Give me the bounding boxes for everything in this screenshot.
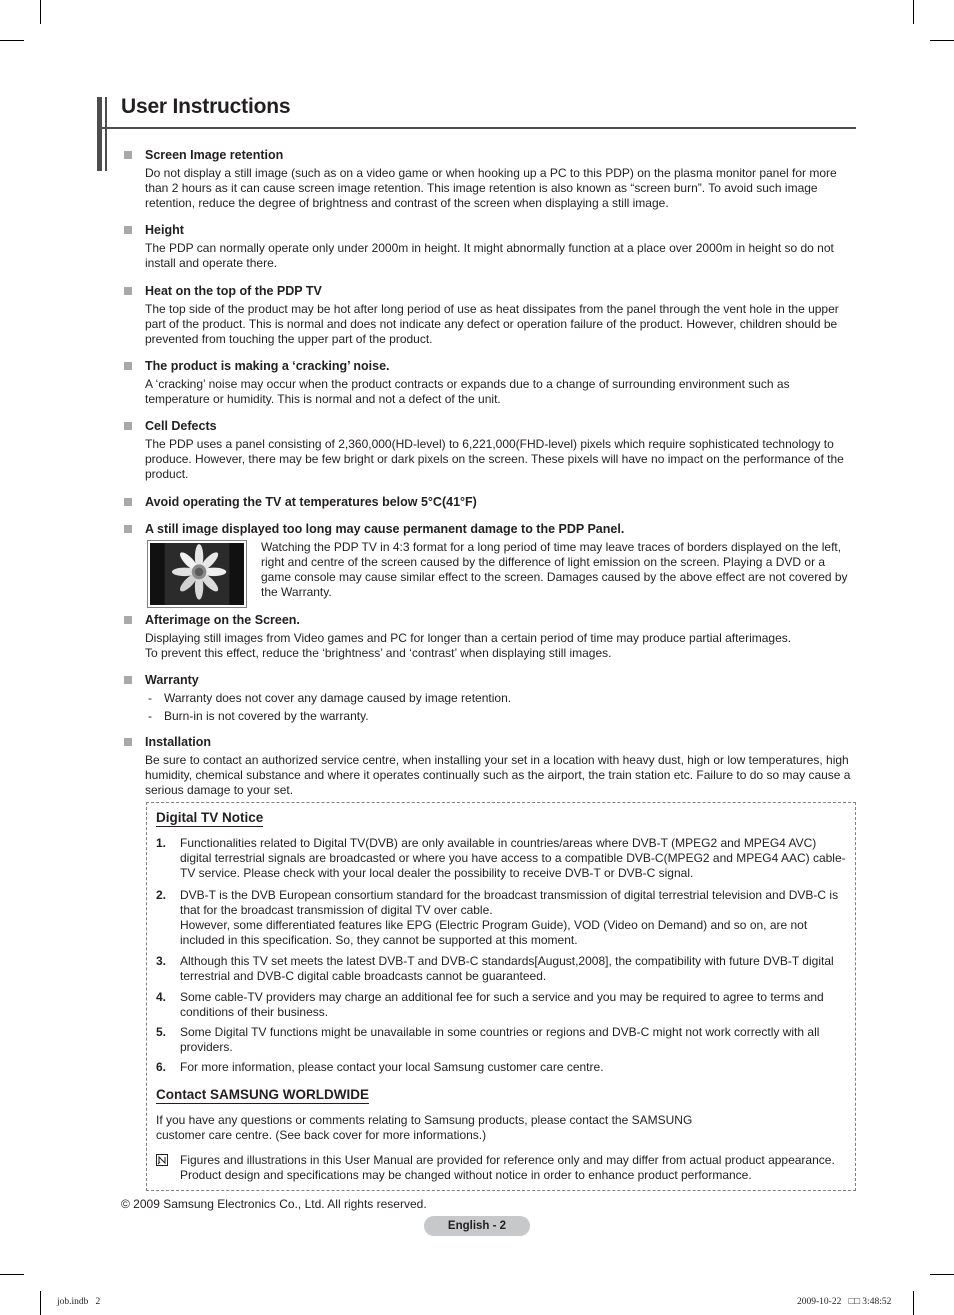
note-icon — [156, 1154, 168, 1166]
list-item: 1. Functionalities related to Digital TV(DVB) are only available in countries/areas where DVB-T (MPEG2 and MPEG4 AVC) digital terrestrial signals are broadcasted or where you have access to a compatible DVB-C(MPEG2 and MPEG4 AAC) cable-TV service. Please check with your local dealer the possibility to receive DVB-T or DVB-C signal. — [156, 836, 846, 880]
section-heading: Warranty — [122, 673, 856, 688]
page-title: User Instructions — [121, 95, 291, 118]
list-item: - Burn-in is not covered by the warranty. — [148, 709, 369, 723]
flower-icon — [150, 543, 244, 605]
square-bullet-icon — [124, 498, 132, 506]
digital-tv-notice-box — [146, 802, 856, 1191]
section-body: Watching the PDP TV in 4:3 format for a long period of time may leave traces of borders displayed on the left, right and centre of the screen caused by the difference of light emission on the screen. Playing a DVD or a game console may cause similar effect to the screen. Damages caused by the above effect are not covered by the Warranty. — [261, 540, 848, 599]
section-heading: Avoid operating the TV at temperatures below 5°C(41°F) — [122, 495, 856, 510]
section-body: The top side of the product may be hot after long period of use as heat dissipates from the panel through the vent hole in the upper part of the product. This is normal and does not indicate any defect or operation failure of the product. However, children should be prevented from touching the upper part of the product. — [145, 302, 839, 346]
copyright: © 2009 Samsung Electronics Co., Ltd. All rights reserved. — [121, 1197, 427, 1211]
section-body: Be sure to contact an authorized service centre, when installing your set in a location with heavy dust, high or low temperatures, high humidity, chemical substance and where it operates continually such as the airport, the train station etc. Failure to do so may cause a serious damage to your set. — [145, 753, 851, 797]
list-item: 4. Some cable-TV providers may charge an additional fee for such a service and you may be required to agree to terms and conditions of their business. — [156, 990, 824, 1019]
section-heading: Cell Defects — [122, 419, 856, 434]
title-accent-bar — [105, 97, 107, 171]
page-number-badge: English - 2 — [424, 1216, 530, 1236]
section-screen-image-retention — [122, 148, 856, 211]
section-installation — [122, 735, 856, 798]
body-line: Displaying still images from Video games and PC for longer than a certain period of time may produce partial afterimages. — [145, 631, 792, 645]
section-height — [122, 223, 856, 271]
title-rule — [97, 127, 856, 129]
crop-mark — [930, 1274, 954, 1275]
section-body: The PDP can normally operate only under 2000m in height. It might abnormally function at a place over 2000m in height so do not install and operate there. — [145, 241, 834, 270]
square-bullet-icon — [124, 151, 132, 159]
section-afterimage — [122, 613, 856, 661]
list-item: 2. DVB-T is the DVB European consortium standard for the broadcast transmission of digital terrestrial television and DVB-C is that for the broadcast transmission of digital TV over cable. However, some differentiated features like EPG (Electric Program Guide), VOD (Video on Demand) and so on, are not included in this specification. So, they cannot be supported at this moment. — [156, 888, 839, 947]
crop-mark — [0, 40, 24, 41]
note-text: Figures and illustrations in this User Manual are provided for reference only and may differ from actual product appearance. Product design and specifications may be changed without notice in order to enhance product performance. — [180, 1153, 835, 1182]
crop-mark — [40, 1291, 41, 1315]
section-heading: Installation — [122, 735, 856, 750]
section-warranty — [122, 673, 856, 727]
title-accent-bar — [97, 97, 102, 171]
square-bullet-icon — [124, 226, 132, 234]
square-bullet-icon — [124, 738, 132, 746]
section-body: A ‘cracking’ noise may occur when the product contracts or expands due to a change of surrounding environment such as temperature or humidity. This is normal and not a defect of the unit. — [145, 377, 790, 406]
section-cell-defects — [122, 419, 856, 482]
crop-mark — [0, 1274, 24, 1275]
section-temperature — [122, 495, 856, 513]
body-line: To prevent this effect, reduce the ‘brightness’ and ‘contrast’ when displaying still images. — [145, 646, 612, 660]
print-slug-date: 2009-10-22 □□ 3:48:52 — [797, 1297, 892, 1307]
section-body: Do not display a still image (such as on a video game or when hooking up a PC to this PDP) on the plasma monitor panel for more than 2 hours as it can cause screen image retention. This image retention is also known as “screen burn”. To avoid such image retention, reduce the degree of brightness and contrast of the screen when displaying a still image. — [145, 166, 837, 210]
digital-tv-notice-heading: Digital TV Notice — [156, 810, 264, 825]
crop-mark — [40, 0, 41, 24]
print-slug-file: job.indb 2 — [57, 1297, 101, 1307]
tv-screen-flower-image — [147, 540, 247, 608]
warranty-list — [122, 691, 856, 724]
crop-mark — [930, 40, 954, 41]
still-image-row — [122, 540, 856, 608]
crop-mark — [913, 1291, 914, 1315]
section-heading: Heat on the top of the PDP TV — [122, 284, 856, 299]
square-bullet-icon — [124, 287, 132, 295]
square-bullet-icon — [124, 422, 132, 430]
square-bullet-icon — [124, 616, 132, 624]
square-bullet-icon — [124, 525, 132, 533]
section-heat — [122, 284, 856, 347]
section-cracking-noise — [122, 359, 856, 407]
section-heading: Screen Image retention — [122, 148, 856, 163]
list-item: - Warranty does not cover any damage caused by image retention. — [148, 691, 512, 705]
section-still-image — [122, 522, 856, 608]
contact-text: If you have any questions or comments relating to Samsung products, please contact the SAMSUNG customer care centre. (See back cover for more informations.) — [156, 1113, 693, 1142]
crop-mark — [913, 0, 914, 24]
list-item: 5. Some Digital TV functions might be unavailable in some countries or regions and DVB-C might not work correctly with all providers. — [156, 1025, 820, 1054]
section-heading: Height — [122, 223, 856, 238]
square-bullet-icon — [124, 362, 132, 370]
section-heading: The product is making a ‘cracking’ noise. — [122, 359, 856, 374]
list-item: 3. Although this TV set meets the latest DVB-T and DVB-C standards[August,2008], the compatibility with future DVB-T digital terrestrial and DVB-C digital cable broadcasts cannot be guaranteed. — [156, 954, 834, 983]
square-bullet-icon — [124, 676, 132, 684]
contact-heading: Contact SAMSUNG WORLDWIDE — [156, 1087, 369, 1102]
digital-tv-notice-list — [156, 836, 848, 1080]
section-heading: Afterimage on the Screen. — [122, 613, 856, 628]
section-heading: A still image displayed too long may cause permanent damage to the PDP Panel. — [122, 522, 856, 537]
section-body: The PDP uses a panel consisting of 2,360,000(HD-level) to 6,221,000(FHD-level) pixels which require sophisticated technology to produce. However, there may be few bright or dark pixels on the screen. These pixels will have no impact on the performance of the product. — [145, 437, 844, 481]
list-item: 6. For more information, please contact your local Samsung customer care centre. — [156, 1060, 604, 1074]
note-row — [156, 1153, 872, 1183]
